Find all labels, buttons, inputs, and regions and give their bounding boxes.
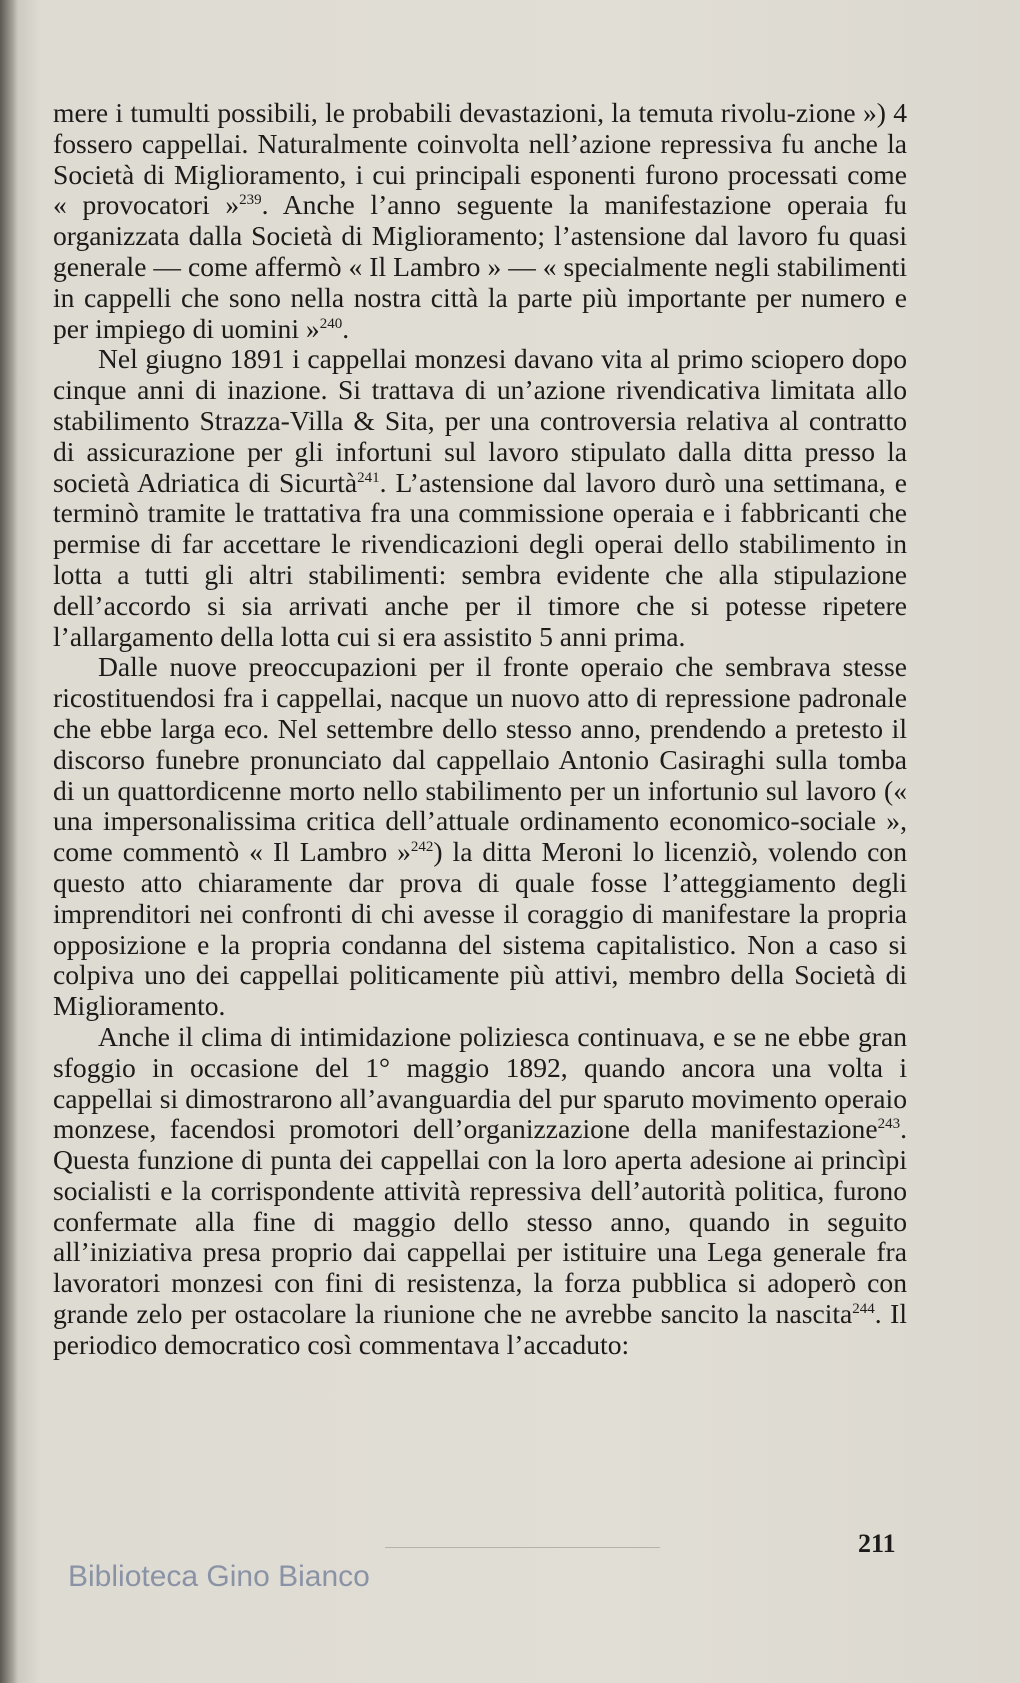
library-watermark: Biblioteca Gino Bianco bbox=[68, 1560, 370, 1593]
text-run: . Anche l’anno seguente la manifestazione operaia fu organizzata dalla Società di Miglioramento; l’astensione dal lavoro fu quasi generale — come affermò « Il Lambro » — « specialmente negli stabilimenti in cappelli che sono nella nostra città la parte più importante per numero e per impiego di uomini » bbox=[53, 189, 907, 344]
binding-shadow bbox=[0, 0, 18, 1683]
text-run: . Questa funzione di punta dei cappellai con la loro aperta adesione ai princìpi socialisti e la corrispondente attività repressiva dell’autorità politica, furono confermate alla fine di maggio dello stesso anno, quando in seguito all’iniziativa presa proprio dai cappellai per istituire una Lega generale fra lavoratori monzesi con fini di resistenza, la forza pubblica si adoperò con grande zelo per ostacolare la riunione che ne avrebbe sancito la nascita bbox=[53, 1113, 907, 1330]
footnote-ref: 244 bbox=[852, 1301, 875, 1318]
text-run: mere i tumulti possibili, le probabili devastazioni, la temuta rivolu-zione ») 4 fossero cappellai. Naturalmente coinvolta nell’azione repressiva fu anche la Società di Miglioramento, i cui principali esponenti furono processati come « provocatori » bbox=[53, 97, 907, 221]
paragraph bbox=[53, 652, 907, 1022]
page-number: 211 bbox=[858, 1529, 896, 1558]
footnote-ref: 241 bbox=[357, 469, 380, 486]
text-run: . bbox=[342, 312, 350, 344]
paragraph bbox=[53, 98, 907, 344]
paragraph bbox=[53, 344, 907, 652]
text-run: . Il periodico democratico così commentava l’accaduto: bbox=[53, 1298, 907, 1360]
text-run: ) la ditta Meroni lo licenziò, volendo con questo atto chiaramente dar prova di quale fosse l’atteggiamento degli imprenditori nei confronti di chi avesse il coraggio di manifestare la propria opposizione e la propria condanna del sistema capitalistico. Non a caso si colpiva uno dei cappellai politicamente più attivi, membro della Società di Miglioramento. bbox=[53, 836, 907, 1022]
body-text bbox=[53, 98, 907, 1361]
text-run: Dalle nuove preoccupazioni per il fronte operaio che sembrava stesse ricostituendosi fra i cappellai, nacque un nuovo atto di repressione padronale che ebbe larga eco. Nel settembre dello stesso anno, prendendo a pretesto il discorso funebre pronunciato dal cappellaio Antonio Casiraghi sulla tomba di un quattordicenne morto nello stabilimento per un infortunio sul lavoro (« una impersonalissima critica dell’attuale ordinamento economico-sociale », come commentò « Il Lambro » bbox=[53, 651, 907, 868]
text-run: Anche il clima di intimidazione poliziesca continuava, e se ne ebbe gran sfoggio in occasione del 1° maggio 1892, quando ancora una volta i cappellai si dimostrarono all’avanguardia del pur sparuto movimento operaio monzese, facendosi promotori dell’organizzazione della manifestazione bbox=[53, 1020, 907, 1145]
footnote-ref: 239 bbox=[239, 192, 262, 209]
footnote-ref: 240 bbox=[319, 315, 343, 332]
text-run: Nel giugno 1891 i cappellai monzesi davano vita al primo sciopero dopo cinque anni di inazione. Si trattava di un’azione rivendicativa limitata allo stabilimento Strazza-Villa & Sita, per una controversia relativa al contratto di assicurazione per gli infortuni sul lavoro stipulato dalla ditta presso la società Adriatica di Sicurtà bbox=[53, 343, 907, 498]
footnote-ref: 243 bbox=[877, 1116, 901, 1133]
text-run: . L’astensione dal lavoro durò una settimana, e terminò tramite le trattativa fra una commissione operaia e i fabbricanti che permise di far accettare le rivendicazioni degli operai dello stabilimento in lotta a tutti gli altri stabilimenti: sembra evidente che alla stipulazione dell’accordo si sia arrivati anche per il timore che si potesse ripetere l’allargamento della lotta cui si era assistito 5 anni prima. bbox=[53, 466, 908, 652]
footer-rule bbox=[385, 1547, 660, 1548]
paragraph bbox=[53, 1022, 907, 1361]
footnote-ref: 242 bbox=[410, 839, 434, 856]
